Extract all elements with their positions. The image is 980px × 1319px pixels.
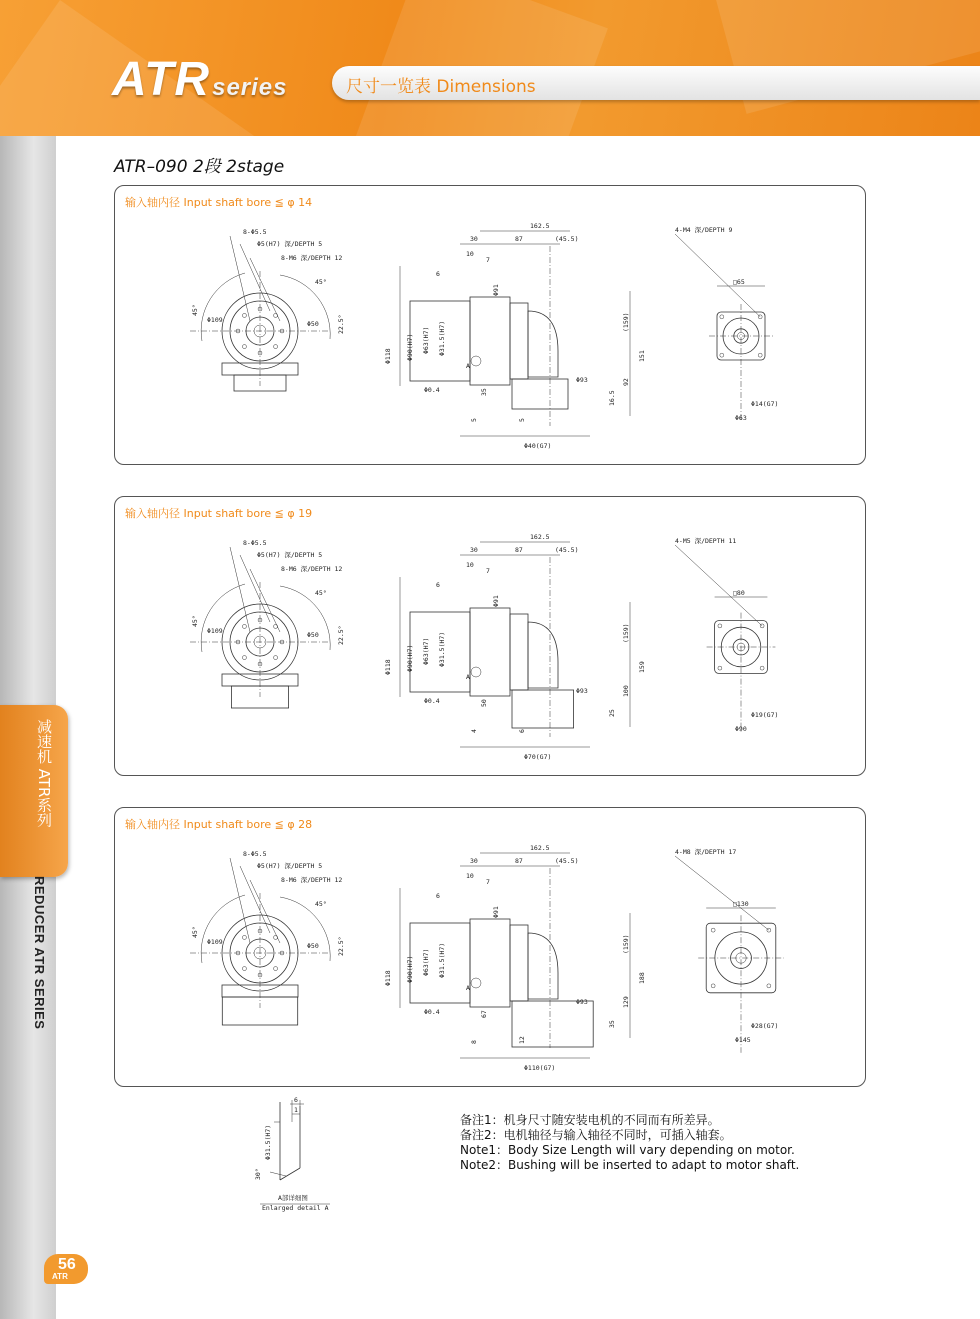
len-45-5: (45.5) (555, 546, 579, 554)
len-a: 50 (480, 699, 488, 707)
pilot-dia: Φ70(G7) (524, 753, 552, 761)
detail-dia: Φ31.5(H7) (264, 1124, 272, 1160)
page-header (0, 0, 980, 136)
motor-square-label: □80 (733, 589, 745, 597)
front-holes-label: 8-Φ5.5 (243, 850, 267, 858)
series-tab (0, 705, 68, 877)
angle-45-left-label: 45° (191, 615, 199, 627)
page-label: ATR (52, 1272, 68, 1281)
motor-square-label: □130 (733, 900, 749, 908)
len-159: (159) (622, 934, 630, 954)
motor-tap-label: 4-M4 深/DEPTH 9 (675, 226, 733, 234)
motor-tap-label: 4-M5 深/DEPTH 11 (675, 537, 737, 545)
dia-31-5h7: Φ31.5(H7) (438, 320, 446, 356)
front-bore-label: Φ5(H7) 深/DEPTH 5 (257, 862, 323, 870)
detail-dim-1: 1 (294, 1106, 298, 1114)
dia-0-4: Φ0.4 (424, 1008, 440, 1016)
dia-50-label: Φ50 (307, 320, 319, 328)
detail-title-cn: A部详细图 (278, 1194, 308, 1202)
note-cn-1: 备注1：机身尺寸随安装电机的不同而有所差异。 (460, 1113, 720, 1127)
len-6: 6 (436, 581, 440, 589)
dia-31-5h7: Φ31.5(H7) (438, 942, 446, 978)
angle-45-left-label: 45° (191, 926, 199, 938)
angle-22-label: 22.5° (337, 625, 345, 645)
page-badge (44, 1254, 88, 1284)
brand-logo (112, 52, 288, 107)
len-b: 5 (470, 418, 478, 422)
dia-63h7: Φ63(H7) (422, 948, 430, 976)
detail-title-en: Enlarged detail A (262, 1204, 329, 1212)
section-tab (332, 66, 980, 100)
len-159: (159) (622, 623, 630, 643)
brand-main: ATR (112, 53, 211, 106)
dia-90h7: Φ90(H7) (406, 955, 414, 983)
page-number: 56 (58, 1256, 76, 1273)
len-30: 30 (470, 857, 478, 865)
motor-square-label: □65 (733, 278, 745, 286)
dia-91: Φ91 (492, 284, 500, 296)
angle-45-label: 45° (315, 900, 327, 908)
len-a: 35 (480, 388, 488, 396)
height-low: 92 (622, 378, 630, 386)
len-10: 10 (466, 561, 474, 569)
dimension-panel-1 (114, 185, 866, 465)
mark-a: A (466, 984, 470, 992)
angle-22-label: 22.5° (337, 314, 345, 334)
height-total: 159 (638, 661, 646, 673)
brand-sub: series (212, 74, 288, 101)
len-162-5: 162.5 (530, 844, 550, 852)
motor-shaft-label: Φ19(G7) (751, 711, 779, 719)
len-87: 87 (515, 857, 523, 865)
len-30: 30 (470, 546, 478, 554)
note-cn-2: 备注2：电机轴径与输入轴径不同时，可插入轴套。 (460, 1128, 732, 1142)
dia-0-4: Φ0.4 (424, 697, 440, 705)
dia-90h7: Φ90(H7) (406, 644, 414, 672)
motor-shaft-label: Φ14(G7) (751, 400, 779, 408)
dia-118: Φ118 (384, 659, 392, 675)
drawing-svg (115, 808, 865, 1086)
series-vertical-text: REDUCER ATR SERIES (32, 876, 47, 1030)
len-30: 30 (470, 235, 478, 243)
bore-label: 输入轴内径 Input shaft bore ≦ φ 28 (125, 818, 313, 831)
pilot-dia: Φ40(G7) (524, 442, 552, 450)
front-holes-label: 8-Φ5.5 (243, 228, 267, 236)
mark-a: A (466, 362, 470, 370)
motor-flange-label: Φ90 (735, 725, 747, 733)
dia-90h7: Φ90(H7) (406, 333, 414, 361)
len-10: 10 (466, 250, 474, 258)
notes (460, 1113, 799, 1173)
len-7: 7 (486, 256, 490, 264)
len-87: 87 (515, 235, 523, 243)
pilot-dia: Φ110(G7) (524, 1064, 556, 1072)
front-tap-label: 8-M6 深/DEPTH 12 (281, 565, 343, 573)
dia-50-label: Φ50 (307, 942, 319, 950)
front-tap-label: 8-M6 深/DEPTH 12 (281, 254, 343, 262)
dia-91: Φ91 (492, 906, 500, 918)
dia-93: Φ93 (576, 687, 588, 695)
model-title: ATR–090 2段 2stage (114, 157, 285, 177)
len-b: 8 (470, 1040, 478, 1044)
height-low: 129 (622, 996, 630, 1008)
height-total: 188 (638, 972, 646, 984)
bore-label: 输入轴内径 Input shaft bore ≦ φ 19 (125, 507, 313, 520)
dia-63h7: Φ63(H7) (422, 326, 430, 354)
len-87: 87 (515, 546, 523, 554)
pcd-label: Φ109 (207, 316, 223, 324)
len-b: 4 (470, 729, 478, 733)
front-holes-label: 8-Φ5.5 (243, 539, 267, 547)
angle-22-label: 22.5° (337, 936, 345, 956)
height-low: 100 (622, 685, 630, 697)
drawing-svg (115, 186, 865, 464)
angle-45-label: 45° (315, 278, 327, 286)
motor-tap-label: 4-M8 深/DEPTH 17 (675, 848, 737, 856)
len-45-5: (45.5) (555, 235, 579, 243)
pcd-label: Φ109 (207, 627, 223, 635)
dia-93: Φ93 (576, 376, 588, 384)
len-10: 10 (466, 872, 474, 880)
front-bore-label: Φ5(H7) 深/DEPTH 5 (257, 240, 323, 248)
mark-a: A (466, 673, 470, 681)
dia-31-5h7: Φ31.5(H7) (438, 631, 446, 667)
len-c: 5 (518, 418, 526, 422)
len-7: 7 (486, 878, 490, 886)
len-162-5: 162.5 (530, 533, 550, 541)
len-45-5: (45.5) (555, 857, 579, 865)
dia-93: Φ93 (576, 998, 588, 1006)
len-6: 6 (436, 270, 440, 278)
note-en-2: Note2：Bushing will be inserted to adapt to motor shaft. (460, 1158, 800, 1172)
bore-label: 输入轴内径 Input shaft bore ≦ φ 14 (125, 196, 313, 209)
detail-a-drawing (230, 1092, 350, 1216)
len-6: 6 (436, 892, 440, 900)
drawing-svg (115, 497, 865, 775)
dia-118: Φ118 (384, 970, 392, 986)
len-c: 12 (518, 1036, 526, 1044)
len-162-5: 162.5 (530, 222, 550, 230)
len-7: 7 (486, 567, 490, 575)
motor-flange-label: Φ63 (735, 414, 747, 422)
len-d: 25 (608, 709, 616, 717)
dimension-panel-3 (114, 807, 866, 1087)
len-d: 16.5 (608, 390, 616, 406)
dia-118: Φ118 (384, 348, 392, 364)
angle-45-label: 45° (315, 589, 327, 597)
len-a: 67 (480, 1010, 488, 1018)
dia-91: Φ91 (492, 595, 500, 607)
detail-angle: 30° (254, 1168, 262, 1180)
front-bore-label: Φ5(H7) 深/DEPTH 5 (257, 551, 323, 559)
len-159: (159) (622, 312, 630, 332)
dia-50-label: Φ50 (307, 631, 319, 639)
front-tap-label: 8-M6 深/DEPTH 12 (281, 876, 343, 884)
detail-dim-6: 6 (294, 1096, 298, 1104)
dia-63h7: Φ63(H7) (422, 637, 430, 665)
height-total: 151 (638, 350, 646, 362)
angle-45-left-label: 45° (191, 304, 199, 316)
len-d: 35 (608, 1020, 616, 1028)
note-en-1: Note1：Body Size Length will vary depending on motor. (460, 1143, 795, 1157)
section-title: 尺寸一览表 Dimensions (346, 77, 536, 97)
dia-0-4: Φ0.4 (424, 386, 440, 394)
series-tab-label: 减速机 ATR系列 (35, 719, 53, 828)
dimension-panel-2 (114, 496, 866, 776)
motor-shaft-label: Φ28(G7) (751, 1022, 779, 1030)
len-c: 6 (518, 729, 526, 733)
pcd-label: Φ109 (207, 938, 223, 946)
motor-flange-label: Φ145 (735, 1036, 751, 1044)
